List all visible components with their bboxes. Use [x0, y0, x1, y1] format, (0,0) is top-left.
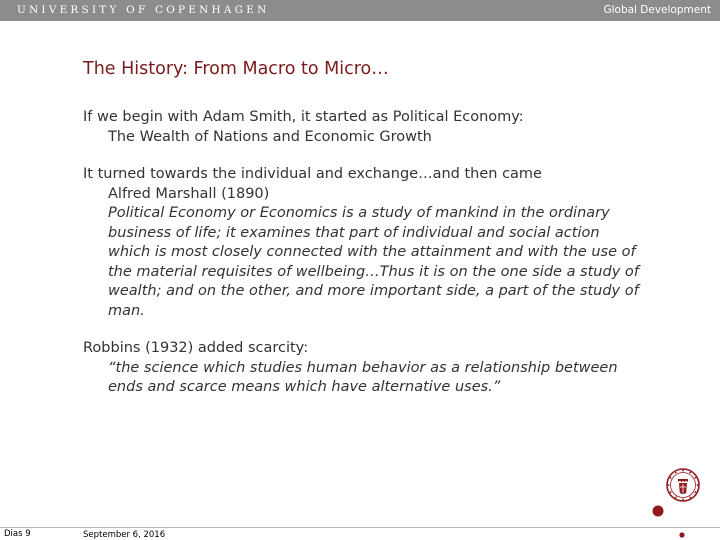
paragraph-line: If we begin with Adam Smith, it started as Political Economy:	[83, 109, 524, 125]
paragraph-continuation: Alfred Marshall (1890)	[108, 185, 270, 202]
robbins-quote: “the science which studies human behavior as a relationship between ends and scarce means which have alternative uses.”	[108, 359, 618, 395]
slide-body	[83, 108, 683, 398]
university-name: UNIVERSITY OF COPENHAGEN	[17, 4, 270, 16]
paragraph-marshall	[83, 165, 683, 321]
slide-number: Dias 9	[4, 529, 31, 539]
marshall-quote: Political Economy or Economics is a study of mankind in the ordinary business of life; it examines that part of individual and social action which is most closely connected with the attainment and with the use of the material requisites of wellbeing…Thus it is on the one side a study of wealth; and on the other, and more important side, a part of the study of man.	[108, 205, 639, 319]
slide-date: September 6, 2016	[83, 530, 166, 540]
paragraph-robbins	[83, 339, 683, 398]
header-bar	[0, 0, 720, 21]
paragraph-line: Robbins (1932) added scarcity:	[83, 340, 309, 356]
course-name: Global Development	[603, 4, 711, 16]
paragraph-adam-smith	[83, 108, 683, 147]
slide-title: The History: From Macro to Micro…	[83, 59, 389, 79]
paragraph-continuation: The Wealth of Nations and Economic Growth	[108, 128, 432, 145]
paragraph-line: It turned towards the individual and exchange…and then came	[83, 166, 542, 182]
university-seal-icon	[652, 462, 700, 540]
footer-divider	[0, 527, 720, 528]
